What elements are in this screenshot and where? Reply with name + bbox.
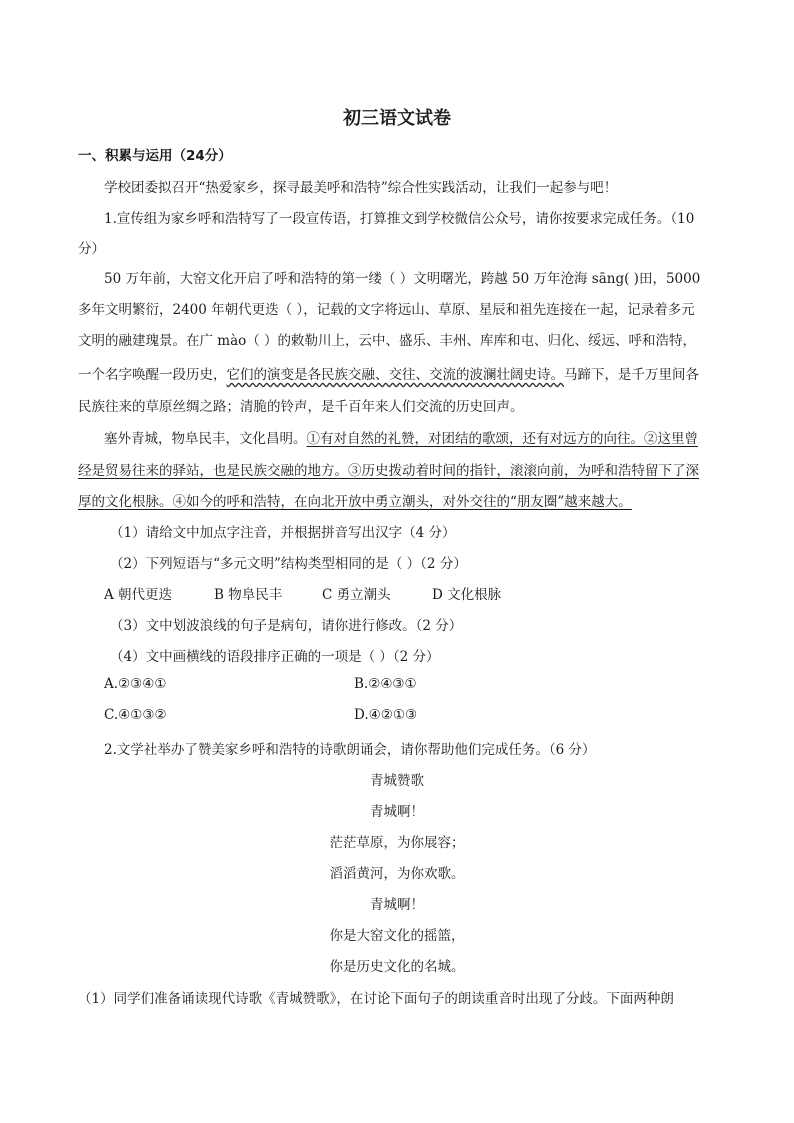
poem-line: 你是大窑文化的摇篮， <box>329 928 465 944</box>
question-2-text: 2.文学社举办了赞美家乡呼和浩特的诗歌朗诵会，请你帮助他们完成任务。（6 分） <box>104 742 596 758</box>
poem-line: 青城啊！ <box>370 804 424 820</box>
poem-line: 你是历史文化的名城。 <box>329 959 465 975</box>
sub-question-4: （4）文中画横线的语段排序正确的一项是（ ）（2 分） <box>110 649 440 665</box>
wavy-sentence: 它们的演变是各民族交融、交往、交流的波澜壮阔史诗。 <box>226 367 564 383</box>
passage-line: 民族往来的草原丝绸之路；清脆的铃声，是千百年来人们交流的历史回声。 <box>78 399 524 415</box>
passage-segment: 一个名字唤醒一段历史， <box>78 367 227 383</box>
poem-line: 青城啊！ <box>370 897 424 913</box>
question-2-sub-1: （1）同学们准备诵读现代诗歌《青城赞歌》，在讨论下面句子的朗读重音时出现了分歧。下面两种朗 <box>78 991 674 1007</box>
passage-segment: 塞外青城，物阜民丰，文化昌明。 <box>104 431 307 447</box>
underlined-line: 经是贸易往来的驿站，也是民族交融的地方。③历史拨动着时间的指针，滚滚向前，为呼和浩特留下了深 <box>78 463 699 479</box>
sub-question-3: （3）文中划波浪线的句子是病句，请你进行修改。（2 分） <box>110 618 463 634</box>
sub-question-1: （1）请给文中加点字注音，并根据拼音写出汉字（4 分） <box>110 525 456 541</box>
underlined-segment: ①有对自然的礼赞，对团结的歌颂，还有对远方的向往。②这里曾 <box>306 431 698 447</box>
passage-line <box>104 427 698 447</box>
option-d: D.④②①③ <box>354 707 418 723</box>
passage-line: 50 万年前，大窑文化开启了呼和浩特的第一缕（ ）文明曙光，跨越 50 万年沧海 sāng( )田，5000 <box>104 271 701 287</box>
option-b: B.②④③① <box>354 676 417 692</box>
question-1-text: 1.宣传组为家乡呼和浩特写了一段宣传语，打算推文到学校微信公众号，请你按要求完成任务。（10 <box>104 211 695 227</box>
poem-line: 茫茫草原，为你展容； <box>329 835 465 851</box>
option-c: C.④①③② <box>104 707 167 723</box>
passage-segment: 马蹄下，是千万里间各 <box>564 367 699 383</box>
intro-text: 学校团委拟召开“热爱家乡，探寻最美呼和浩特”综合性实践活动，让我们一起参与吧！ <box>104 180 618 196</box>
poem-title: 青城赞歌 <box>370 773 424 789</box>
page-title: 初三语文试卷 <box>343 108 451 129</box>
option-a: A 朝代更迭 <box>104 587 173 603</box>
passage-line: 文明的融建瑰景。在广 mào（ ）的敕勒川上，云中、盛乐、丰州、库库和屯、归化、绥远、呼和浩特， <box>78 333 697 349</box>
sub-question-2: （2）下列短语与“多元文明”结构类型相同的是（ ）（2 分） <box>110 556 467 572</box>
section-heading: 一、积累与运用（24分） <box>78 148 232 164</box>
question-1-text-cont: 分） <box>78 241 105 257</box>
poem-line: 滔滔黄河，为你欢歌。 <box>329 866 465 882</box>
option-a: A.②③④① <box>104 676 167 692</box>
option-d: D 文化根脉 <box>432 587 502 603</box>
option-c: C 勇立潮头 <box>322 587 391 603</box>
passage-line: 多年文明繁衍，2400 年朝代更迭（ ），记载的文字将远山、草原、星辰和祖先连接在一起，记录着多元 <box>78 302 695 318</box>
underlined-line: 厚的文化根脉。④如今的呼和浩特，在向北开放中勇立潮头，对外交往的“朋友圈”越来越大。 <box>78 494 632 510</box>
passage-line <box>78 363 699 383</box>
option-b: B 物阜民丰 <box>214 587 283 603</box>
